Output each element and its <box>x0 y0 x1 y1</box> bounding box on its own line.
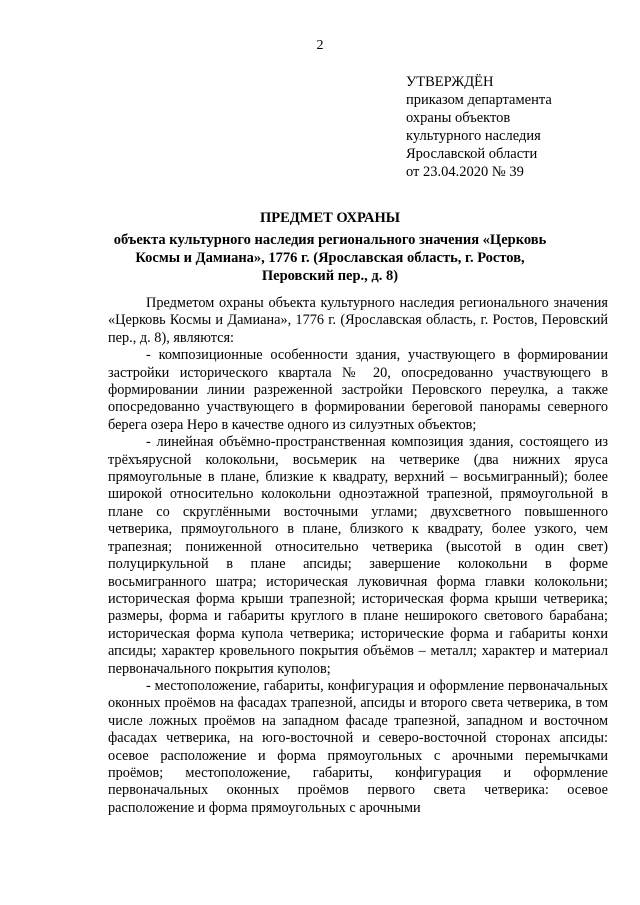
body-paragraph-volumetric: - линейная объёмно-пространственная композиция здания, состоящего из трёхъярусной колокольни, восьмерик на четверике (два нижних яруса прямоугольные в плане, близкие к квадрату, верхний – восьмигранный); более широкой относительно колокольни одноэтажной трапезной, прямоугольной в плане со скруглёнными восточными углами; двухсветного повышенного четверика, прямоугольного в плане, близкого к квадрату, более узкого, чем трапезная; пониженной относительно четверика (высотой в один свет) полуциркульной в плане апсиды; завершение колокольни в форме восьмигранного шатра; историческая луковичная форма главки колокольни; историческая форма крыши трапезной; историческая форма крыши четверика; размеры, форма и габариты круглого в плане неширокого светового барабана; историческая форма купола четверика; исторические форма и габариты конхи апсиды; характер кровельного покрытия объёмов – металл; характер и материал первоначального покрытия куполов; <box>108 434 608 677</box>
body-paragraph-composition: - композиционные особенности здания, участвующего в формировании застройки исторического квартала № 20, опосредованно участвующего в формировании линии разреженной застройки Перовского переулка, а также опосредованно участвующего в формировании береговой панорамы северного берега озера Неро в качестве одного из силуэтных объектов; <box>108 347 608 433</box>
document-title-block <box>100 209 560 285</box>
body-paragraph-openings: - местоположение, габариты, конфигурация и оформление первоначальных оконных проёмов на фасадах трапезной, апсиды и второго света четверика, в том числе ложных проёмов на западном фасаде трапезной, западном и восточном фасадах четверика, на юго-восточной и северо-восточной сторонах апсиды: осевое расположение и форма прямоугольных с арочными перемычками проёмов; местоположение, габариты, конфигурация и оформление первоначальных оконных проёмов первого света четверика: осевое расположение и форма прямоугольных с арочными <box>108 677 608 816</box>
document-subtitle: объекта культурного наследия регионального значения «Церковь Космы и Дамиана», 1776 г. (Ярославская область, г. Ростов, Перовский пер., д. 8) <box>113 232 547 284</box>
approval-line-region: Ярославской области <box>406 146 538 162</box>
document-body <box>108 295 608 817</box>
approval-line-approved: УТВЕРЖДЁН <box>406 74 494 90</box>
approval-stamp-block <box>406 73 621 181</box>
approval-line-heritage: культурного наследия <box>406 128 541 144</box>
approval-line-department: охраны объектов <box>406 110 511 126</box>
approval-line-order: приказом департамента <box>406 92 552 108</box>
approval-line-date: от 23.04.2020 № 39 <box>406 164 524 180</box>
body-paragraph-intro: Предметом охраны объекта культурного наследия регионального значения «Церковь Космы и Дамиана», 1776 г. (Ярославская область, г. Ростов, Перовский пер., д. 8), являются: <box>108 295 608 346</box>
document-heading: ПРЕДМЕТ ОХРАНЫ <box>259 210 401 226</box>
page-number: 2 <box>316 38 324 53</box>
